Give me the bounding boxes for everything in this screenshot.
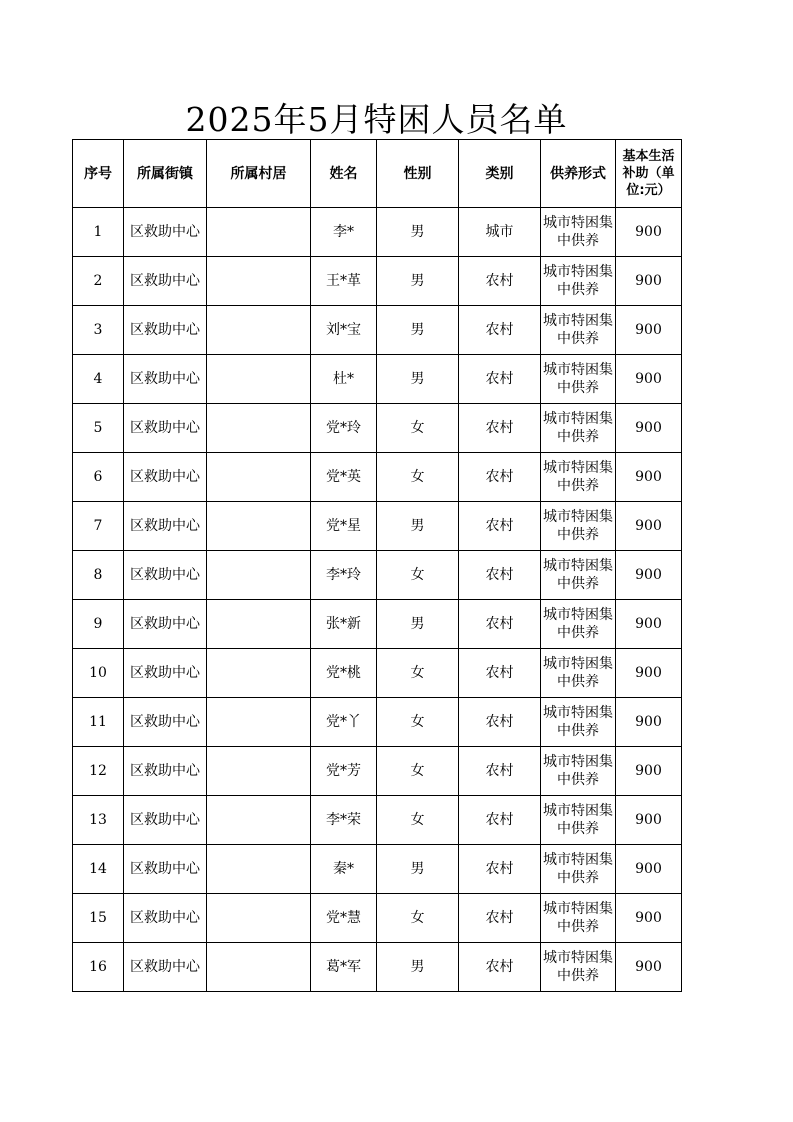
cell-supply: 城市特困集中供养	[541, 502, 616, 551]
cell-supply: 城市特困集中供养	[541, 894, 616, 943]
table-row	[73, 306, 682, 355]
page-title: 2025年5月特困人员名单	[185, 100, 568, 139]
table-row	[73, 600, 682, 649]
cell-seq: 8	[73, 551, 124, 600]
cell-village	[207, 306, 311, 355]
cell-gender: 男	[377, 845, 459, 894]
cell-seq: 15	[73, 894, 124, 943]
cell-town: 区救助中心	[124, 208, 207, 257]
cell-town: 区救助中心	[124, 943, 207, 992]
cell-name: 杜*	[311, 355, 377, 404]
table-row	[73, 845, 682, 894]
cell-category: 农村	[459, 894, 541, 943]
cell-seq: 3	[73, 306, 124, 355]
cell-supply: 城市特困集中供养	[541, 257, 616, 306]
cell-supply: 城市特困集中供养	[541, 698, 616, 747]
cell-subsidy: 900	[616, 551, 682, 600]
cell-town: 区救助中心	[124, 306, 207, 355]
cell-category: 农村	[459, 257, 541, 306]
cell-category: 城市	[459, 208, 541, 257]
cell-subsidy: 900	[616, 600, 682, 649]
cell-name: 党*桃	[311, 649, 377, 698]
cell-subsidy: 900	[616, 747, 682, 796]
cell-supply: 城市特困集中供养	[541, 747, 616, 796]
cell-subsidy: 900	[616, 208, 682, 257]
cell-subsidy: 900	[616, 894, 682, 943]
cell-subsidy: 900	[616, 698, 682, 747]
cell-category: 农村	[459, 698, 541, 747]
cell-gender: 男	[377, 306, 459, 355]
header-subsidy: 基本生活补助（单位:元）	[616, 140, 682, 208]
cell-category: 农村	[459, 943, 541, 992]
cell-name: 葛*军	[311, 943, 377, 992]
cell-gender: 女	[377, 649, 459, 698]
cell-name: 党*英	[311, 453, 377, 502]
cell-seq: 9	[73, 600, 124, 649]
cell-village	[207, 845, 311, 894]
cell-category: 农村	[459, 502, 541, 551]
header-seq: 序号	[73, 140, 124, 208]
table-body	[73, 208, 682, 992]
cell-gender: 女	[377, 747, 459, 796]
cell-name: 李*玲	[311, 551, 377, 600]
cell-subsidy: 900	[616, 943, 682, 992]
cell-category: 农村	[459, 306, 541, 355]
cell-village	[207, 355, 311, 404]
cell-village	[207, 453, 311, 502]
cell-seq: 11	[73, 698, 124, 747]
cell-town: 区救助中心	[124, 404, 207, 453]
header-gender: 性别	[377, 140, 459, 208]
cell-town: 区救助中心	[124, 453, 207, 502]
cell-subsidy: 900	[616, 845, 682, 894]
cell-town: 区救助中心	[124, 845, 207, 894]
cell-village	[207, 551, 311, 600]
cell-town: 区救助中心	[124, 747, 207, 796]
cell-village	[207, 257, 311, 306]
cell-supply: 城市特困集中供养	[541, 404, 616, 453]
header-name: 姓名	[311, 140, 377, 208]
table-row	[73, 747, 682, 796]
cell-seq: 10	[73, 649, 124, 698]
cell-gender: 女	[377, 551, 459, 600]
cell-supply: 城市特困集中供养	[541, 796, 616, 845]
cell-category: 农村	[459, 649, 541, 698]
table-row	[73, 943, 682, 992]
cell-village	[207, 404, 311, 453]
cell-town: 区救助中心	[124, 502, 207, 551]
cell-seq: 2	[73, 257, 124, 306]
table-row	[73, 698, 682, 747]
cell-village	[207, 502, 311, 551]
cell-seq: 13	[73, 796, 124, 845]
cell-gender: 男	[377, 502, 459, 551]
cell-town: 区救助中心	[124, 894, 207, 943]
cell-supply: 城市特困集中供养	[541, 845, 616, 894]
cell-gender: 女	[377, 453, 459, 502]
cell-village	[207, 894, 311, 943]
cell-gender: 男	[377, 600, 459, 649]
cell-seq: 12	[73, 747, 124, 796]
cell-seq: 7	[73, 502, 124, 551]
cell-seq: 4	[73, 355, 124, 404]
cell-subsidy: 900	[616, 502, 682, 551]
cell-gender: 女	[377, 894, 459, 943]
table-row	[73, 404, 682, 453]
cell-category: 农村	[459, 747, 541, 796]
cell-village	[207, 747, 311, 796]
cell-subsidy: 900	[616, 355, 682, 404]
cell-supply: 城市特困集中供养	[541, 600, 616, 649]
cell-supply: 城市特困集中供养	[541, 355, 616, 404]
cell-town: 区救助中心	[124, 551, 207, 600]
cell-supply: 城市特困集中供养	[541, 208, 616, 257]
cell-name: 李*荣	[311, 796, 377, 845]
cell-supply: 城市特困集中供养	[541, 649, 616, 698]
cell-category: 农村	[459, 355, 541, 404]
cell-supply: 城市特困集中供养	[541, 551, 616, 600]
cell-subsidy: 900	[616, 453, 682, 502]
cell-village	[207, 649, 311, 698]
cell-gender: 男	[377, 943, 459, 992]
table-row	[73, 502, 682, 551]
cell-name: 党*芳	[311, 747, 377, 796]
cell-gender: 男	[377, 257, 459, 306]
cell-subsidy: 900	[616, 257, 682, 306]
cell-name: 李*	[311, 208, 377, 257]
cell-category: 农村	[459, 796, 541, 845]
cell-gender: 女	[377, 698, 459, 747]
cell-category: 农村	[459, 845, 541, 894]
cell-town: 区救助中心	[124, 698, 207, 747]
table-row	[73, 796, 682, 845]
cell-village	[207, 208, 311, 257]
cell-seq: 1	[73, 208, 124, 257]
cell-name: 党*慧	[311, 894, 377, 943]
cell-gender: 女	[377, 404, 459, 453]
table-row	[73, 551, 682, 600]
cell-category: 农村	[459, 453, 541, 502]
cell-category: 农村	[459, 600, 541, 649]
table-row	[73, 257, 682, 306]
cell-name: 党*玲	[311, 404, 377, 453]
cell-subsidy: 900	[616, 404, 682, 453]
cell-town: 区救助中心	[124, 257, 207, 306]
header-category: 类别	[459, 140, 541, 208]
cell-name: 刘*宝	[311, 306, 377, 355]
cell-seq: 14	[73, 845, 124, 894]
cell-supply: 城市特困集中供养	[541, 453, 616, 502]
cell-subsidy: 900	[616, 796, 682, 845]
cell-name: 秦*	[311, 845, 377, 894]
cell-subsidy: 900	[616, 306, 682, 355]
table-row	[73, 453, 682, 502]
cell-name: 张*新	[311, 600, 377, 649]
cell-name: 党*星	[311, 502, 377, 551]
cell-subsidy: 900	[616, 649, 682, 698]
table-row	[73, 355, 682, 404]
cell-name: 党*丫	[311, 698, 377, 747]
cell-gender: 女	[377, 796, 459, 845]
cell-name: 王*革	[311, 257, 377, 306]
cell-gender: 男	[377, 208, 459, 257]
cell-village	[207, 943, 311, 992]
cell-seq: 5	[73, 404, 124, 453]
header-supply: 供养形式	[541, 140, 616, 208]
header-village: 所属村居	[207, 140, 311, 208]
cell-category: 农村	[459, 551, 541, 600]
cell-seq: 6	[73, 453, 124, 502]
cell-village	[207, 796, 311, 845]
header-row	[73, 140, 682, 208]
cell-town: 区救助中心	[124, 355, 207, 404]
cell-supply: 城市特困集中供养	[541, 306, 616, 355]
cell-village	[207, 600, 311, 649]
table-row	[73, 649, 682, 698]
table-row	[73, 894, 682, 943]
roster-table	[72, 139, 682, 992]
cell-town: 区救助中心	[124, 600, 207, 649]
header-town: 所属街镇	[124, 140, 207, 208]
cell-village	[207, 698, 311, 747]
cell-seq: 16	[73, 943, 124, 992]
cell-gender: 男	[377, 355, 459, 404]
table-row	[73, 208, 682, 257]
cell-category: 农村	[459, 404, 541, 453]
cell-town: 区救助中心	[124, 796, 207, 845]
cell-town: 区救助中心	[124, 649, 207, 698]
cell-supply: 城市特困集中供养	[541, 943, 616, 992]
